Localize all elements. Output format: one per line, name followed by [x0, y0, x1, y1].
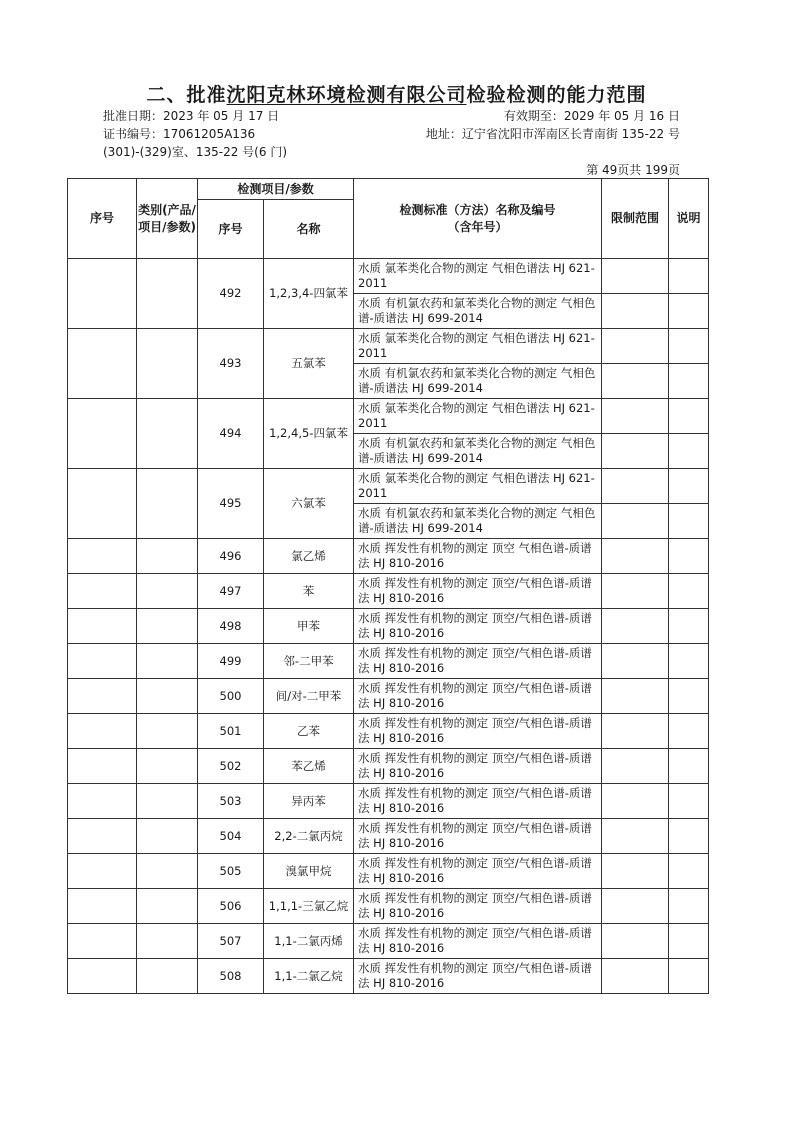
method-cell: 水质 氯苯类化合物的测定 气相色谱法 HJ 621-2011: [354, 329, 602, 364]
item-name-cell: 1,2,4,5-四氯苯: [264, 399, 354, 469]
note-cell: [669, 364, 709, 399]
item-name-cell: 六氯苯: [264, 469, 354, 539]
item-name-cell: 氯乙烯: [264, 539, 354, 574]
title-prefix: 二、批准: [146, 84, 227, 106]
title-suffix: 检验检测的能力范围: [466, 84, 647, 106]
category-cell: [137, 574, 198, 609]
category-cell: [137, 959, 198, 994]
method-cell: 水质 挥发性有机物的测定 顶空/气相色谱-质谱法 HJ 810-2016: [354, 679, 602, 714]
item-name-cell: 异丙苯: [264, 784, 354, 819]
item-seq-cell: 508: [198, 959, 264, 994]
limit-cell: [602, 714, 669, 749]
limit-cell: [602, 469, 669, 504]
note-cell: [669, 434, 709, 469]
method-cell: 水质 挥发性有机物的测定 顶空/气相色谱-质谱法 HJ 810-2016: [354, 644, 602, 679]
header-limit: 限制范围: [602, 179, 669, 259]
item-name-cell: 乙苯: [264, 714, 354, 749]
limit-cell: [602, 574, 669, 609]
limit-cell: [602, 644, 669, 679]
method-cell: 水质 氯苯类化合物的测定 气相色谱法 HJ 621-2011: [354, 399, 602, 434]
item-name-cell: 1,1-二氯乙烷: [264, 959, 354, 994]
header-seq: 序号: [68, 179, 137, 259]
limit-cell: [602, 294, 669, 329]
table-row: [68, 644, 709, 679]
limit-cell: [602, 784, 669, 819]
seq-cell: [68, 574, 137, 609]
header-category: 类别(产品/项目/参数): [137, 179, 198, 259]
table-row: [68, 574, 709, 609]
limit-cell: [602, 959, 669, 994]
item-name-cell: 苯乙烯: [264, 749, 354, 784]
seq-cell: [68, 609, 137, 644]
note-cell: [669, 959, 709, 994]
category-cell: [137, 259, 198, 329]
note-cell: [669, 819, 709, 854]
header-item-seq: 序号: [198, 200, 264, 259]
category-cell: [137, 854, 198, 889]
item-seq-cell: 495: [198, 469, 264, 539]
category-cell: [137, 924, 198, 959]
limit-cell: [602, 399, 669, 434]
category-cell: [137, 714, 198, 749]
table-row: [68, 679, 709, 714]
table-row: [68, 609, 709, 644]
limit-cell: [602, 679, 669, 714]
table-row: [68, 854, 709, 889]
table-row: [68, 819, 709, 854]
seq-cell: [68, 539, 137, 574]
limit-cell: [602, 854, 669, 889]
header-standard: 检测标准（方法）名称及编号（含年号）: [354, 179, 602, 259]
category-cell: [137, 329, 198, 399]
method-cell: 水质 有机氯农药和氯苯类化合物的测定 气相色谱-质谱法 HJ 699-2014: [354, 504, 602, 539]
seq-cell: [68, 399, 137, 469]
header-item-group: 检测项目/参数: [198, 179, 354, 200]
table-row: [68, 749, 709, 784]
address-continued: (301)-(329)室、135-22 号(6 门): [103, 145, 287, 159]
limit-cell: [602, 924, 669, 959]
seq-cell: [68, 679, 137, 714]
method-cell: 水质 挥发性有机物的测定 顶空/气相色谱-质谱法 HJ 810-2016: [354, 749, 602, 784]
note-cell: [669, 679, 709, 714]
limit-cell: [602, 329, 669, 364]
category-cell: [137, 609, 198, 644]
seq-cell: [68, 889, 137, 924]
note-cell: [669, 294, 709, 329]
method-cell: 水质 氯苯类化合物的测定 气相色谱法 HJ 621-2011: [354, 259, 602, 294]
item-seq-cell: 496: [198, 539, 264, 574]
capability-table: [67, 178, 709, 994]
item-name-cell: 1,1,1-三氯乙烷: [264, 889, 354, 924]
item-seq-cell: 500: [198, 679, 264, 714]
table-row: [68, 539, 709, 574]
note-cell: [669, 609, 709, 644]
item-name-cell: 2,2-二氯丙烷: [264, 819, 354, 854]
item-name-cell: 间/对-二甲苯: [264, 679, 354, 714]
table-row: [68, 784, 709, 819]
note-cell: [669, 714, 709, 749]
note-cell: [669, 574, 709, 609]
category-cell: [137, 679, 198, 714]
limit-cell: [602, 504, 669, 539]
item-seq-cell: 499: [198, 644, 264, 679]
seq-cell: [68, 749, 137, 784]
method-cell: 水质 氯苯类化合物的测定 气相色谱法 HJ 621-2011: [354, 469, 602, 504]
table-row: [68, 399, 709, 434]
table-body: [68, 259, 709, 994]
item-name-cell: 溴氯甲烷: [264, 854, 354, 889]
method-cell: 水质 挥发性有机物的测定 顶空/气相色谱-质谱法 HJ 810-2016: [354, 924, 602, 959]
category-cell: [137, 749, 198, 784]
category-cell: [137, 399, 198, 469]
seq-cell: [68, 819, 137, 854]
item-seq-cell: 503: [198, 784, 264, 819]
table-row: [68, 329, 709, 364]
seq-cell: [68, 469, 137, 539]
item-name-cell: 1,1-二氯丙烯: [264, 924, 354, 959]
category-cell: [137, 819, 198, 854]
approval-date: 批准日期：2023 年 05 月 17 日: [103, 109, 280, 123]
method-cell: 水质 挥发性有机物的测定 顶空/气相色谱-质谱法 HJ 810-2016: [354, 714, 602, 749]
item-name-cell: 苯: [264, 574, 354, 609]
method-cell: 水质 有机氯农药和氯苯类化合物的测定 气相色谱-质谱法 HJ 699-2014: [354, 364, 602, 399]
title-company: 沈阳克林环境检测有限公司: [226, 84, 467, 106]
note-cell: [669, 504, 709, 539]
item-seq-cell: 502: [198, 749, 264, 784]
item-seq-cell: 501: [198, 714, 264, 749]
header-item-name: 名称: [264, 200, 354, 259]
item-seq-cell: 493: [198, 329, 264, 399]
item-seq-cell: 492: [198, 259, 264, 329]
address: 地址：辽宁省沈阳市浑南区长青南街 135-22 号: [425, 127, 680, 141]
note-cell: [669, 644, 709, 679]
table-row: [68, 889, 709, 924]
table-row: [68, 259, 709, 294]
table-row: [68, 714, 709, 749]
note-cell: [669, 889, 709, 924]
limit-cell: [602, 539, 669, 574]
item-seq-cell: 505: [198, 854, 264, 889]
seq-cell: [68, 854, 137, 889]
seq-cell: [68, 259, 137, 329]
limit-cell: [602, 749, 669, 784]
item-seq-cell: 497: [198, 574, 264, 609]
item-seq-cell: 504: [198, 819, 264, 854]
item-name-cell: 五氯苯: [264, 329, 354, 399]
seq-cell: [68, 784, 137, 819]
limit-cell: [602, 889, 669, 924]
limit-cell: [602, 364, 669, 399]
note-cell: [669, 259, 709, 294]
method-cell: 水质 挥发性有机物的测定 顶空 气相色谱-质谱法 HJ 810-2016: [354, 539, 602, 574]
method-cell: 水质 挥发性有机物的测定 顶空/气相色谱-质谱法 HJ 810-2016: [354, 854, 602, 889]
item-name-cell: 1,2,3,4-四氯苯: [264, 259, 354, 329]
method-cell: 水质 有机氯农药和氯苯类化合物的测定 气相色谱-质谱法 HJ 699-2014: [354, 294, 602, 329]
document-title: [0, 80, 793, 107]
item-name-cell: 邻-二甲苯: [264, 644, 354, 679]
note-cell: [669, 469, 709, 504]
note-cell: [669, 749, 709, 784]
method-cell: 水质 挥发性有机物的测定 顶空/气相色谱-质谱法 HJ 810-2016: [354, 784, 602, 819]
table-row: [68, 469, 709, 504]
note-cell: [669, 329, 709, 364]
method-cell: 水质 挥发性有机物的测定 顶空/气相色谱-质谱法 HJ 810-2016: [354, 959, 602, 994]
item-name-cell: 甲苯: [264, 609, 354, 644]
header-note: 说明: [669, 179, 709, 259]
limit-cell: [602, 434, 669, 469]
limit-cell: [602, 819, 669, 854]
category-cell: [137, 469, 198, 539]
note-cell: [669, 784, 709, 819]
certificate-number: 证书编号：17061205A136: [103, 127, 256, 141]
method-cell: 水质 有机氯农药和氯苯类化合物的测定 气相色谱-质谱法 HJ 699-2014: [354, 434, 602, 469]
note-cell: [669, 399, 709, 434]
category-cell: [137, 889, 198, 924]
table-row: [68, 959, 709, 994]
item-seq-cell: 494: [198, 399, 264, 469]
note-cell: [669, 854, 709, 889]
item-seq-cell: 498: [198, 609, 264, 644]
table-row: [68, 924, 709, 959]
category-cell: [137, 539, 198, 574]
limit-cell: [602, 609, 669, 644]
note-cell: [669, 539, 709, 574]
category-cell: [137, 644, 198, 679]
note-cell: [669, 924, 709, 959]
method-cell: 水质 挥发性有机物的测定 顶空/气相色谱-质谱法 HJ 810-2016: [354, 609, 602, 644]
method-cell: 水质 挥发性有机物的测定 顶空/气相色谱-质谱法 HJ 810-2016: [354, 889, 602, 924]
page-info: 第 49页共 199页: [586, 163, 680, 177]
seq-cell: [68, 644, 137, 679]
method-cell: 水质 挥发性有机物的测定 顶空/气相色谱-质谱法 HJ 810-2016: [354, 819, 602, 854]
valid-until: 有效期至：2029 年 05 月 16 日: [503, 109, 680, 123]
limit-cell: [602, 259, 669, 294]
seq-cell: [68, 959, 137, 994]
seq-cell: [68, 329, 137, 399]
seq-cell: [68, 714, 137, 749]
seq-cell: [68, 924, 137, 959]
category-cell: [137, 784, 198, 819]
method-cell: 水质 挥发性有机物的测定 顶空/气相色谱-质谱法 HJ 810-2016: [354, 574, 602, 609]
item-seq-cell: 506: [198, 889, 264, 924]
item-seq-cell: 507: [198, 924, 264, 959]
